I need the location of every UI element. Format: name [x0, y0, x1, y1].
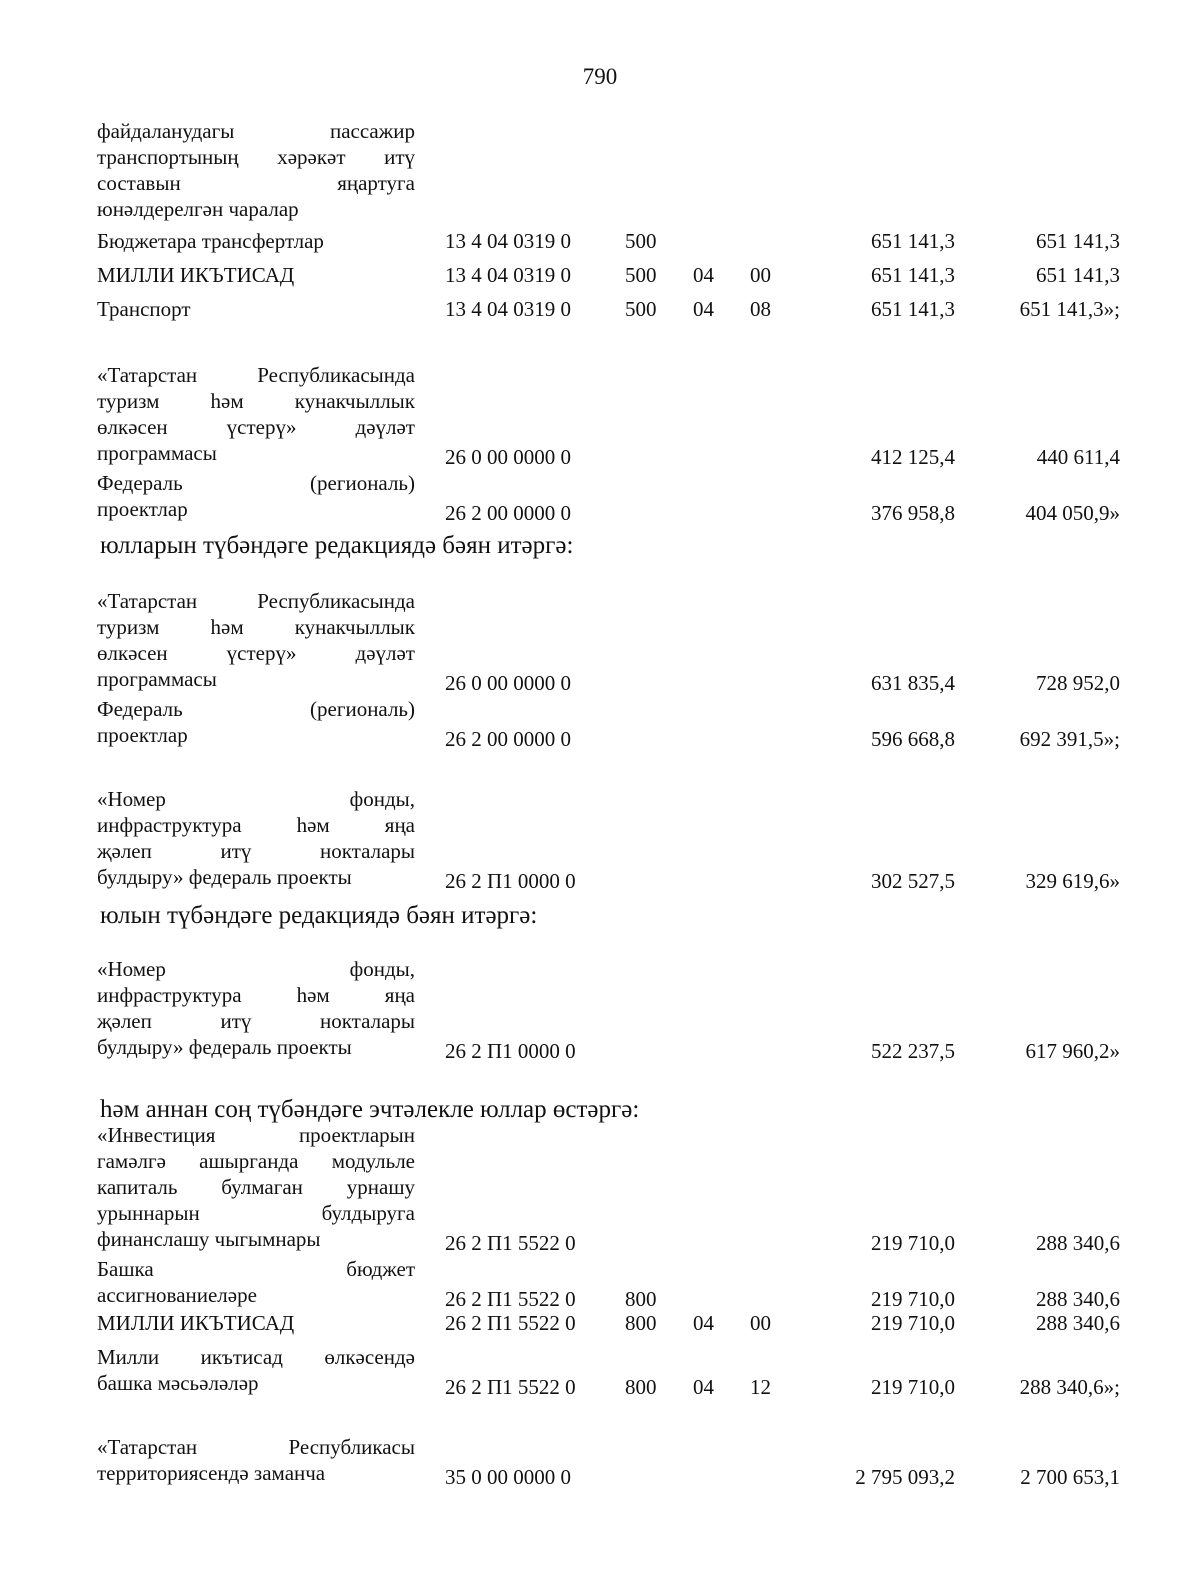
instruction-text: юлларын түбәндәге редакциядә бәян итәргә:: [100, 532, 574, 559]
row-description: [97, 1344, 415, 1396]
amount-year-1: 219 710,0: [871, 1231, 955, 1255]
amount-year-2: 651 141,3: [1036, 229, 1120, 253]
amount-year-1: 219 710,0: [871, 1287, 955, 1311]
row-description: [97, 696, 415, 748]
description-line: МИЛЛИ ИКЪТИСАД: [97, 263, 295, 287]
expense-type: 500: [625, 229, 657, 253]
description-line: территориясендә заманча: [97, 1461, 326, 1485]
instruction-text: һәм аннан соң түбәндәге эчтәлекле юллар өстәргә:: [100, 1096, 640, 1123]
amount-year-1: 302 527,5: [871, 869, 955, 893]
description-line: программасы: [97, 667, 217, 691]
target-code: 26 2 00 0000 0: [445, 501, 571, 525]
row-description: [97, 362, 415, 466]
description-line: ассигнованиеләре: [97, 1283, 257, 1307]
subsection: 00: [750, 263, 771, 287]
amount-year-2: 692 391,5»;: [1019, 727, 1120, 751]
row-description: [97, 118, 415, 222]
subsection: 00: [750, 1311, 771, 1335]
target-code: 26 0 00 0000 0: [445, 445, 571, 469]
description-line: «Номер фонды,: [97, 957, 415, 981]
description-line: Бюджетара трансфертлар: [97, 229, 324, 253]
description-line: финанслашу чыгымнары: [97, 1227, 321, 1251]
subsection: 08: [750, 297, 771, 321]
row-description: [97, 296, 415, 322]
description-line: юнәлдерелгән чаралар: [97, 197, 299, 221]
row-description: [97, 262, 415, 288]
description-line: Федераль (региональ): [97, 471, 415, 495]
row-description: [97, 1310, 415, 1336]
amount-year-2: 404 050,9»: [1025, 501, 1120, 525]
target-code: 26 2 П1 5522 0: [445, 1287, 576, 1311]
row-description: [97, 956, 415, 1060]
row-description: [97, 1122, 415, 1252]
target-code: 26 2 П1 5522 0: [445, 1375, 576, 1399]
expense-type: 500: [625, 263, 657, 287]
target-code: 26 0 00 0000 0: [445, 671, 571, 695]
amount-year-1: 376 958,8: [871, 501, 955, 525]
amount-year-2: 288 340,6: [1036, 1311, 1120, 1335]
instruction-text: юлын түбәндәге редакциядә бәян итәргә:: [100, 902, 538, 929]
description-line: «Татарстан Республикасы: [97, 1435, 415, 1459]
expense-type: 800: [625, 1311, 657, 1335]
target-code: 26 2 00 0000 0: [445, 727, 571, 751]
description-line: файдаланудагы пассажир: [97, 119, 415, 143]
target-code: 35 0 00 0000 0: [445, 1465, 571, 1489]
amount-year-1: 631 835,4: [871, 671, 955, 695]
amount-year-2: 651 141,3: [1036, 263, 1120, 287]
amount-year-2: 288 340,6»;: [1019, 1375, 1120, 1399]
description-line: Федераль (региональ): [97, 697, 415, 721]
section: 04: [693, 263, 714, 287]
row-description: [97, 470, 415, 522]
description-line: өлкәсен үстерү» дәүләт: [97, 641, 415, 665]
description-line: гамәлгә ашырганда модульле: [97, 1149, 415, 1173]
expense-type: 800: [625, 1287, 657, 1311]
expense-type: 500: [625, 297, 657, 321]
description-line: инфраструктура һәм яңа: [97, 983, 415, 1007]
amount-year-1: 2 795 093,2: [855, 1465, 955, 1489]
target-code: 26 2 П1 5522 0: [445, 1231, 576, 1255]
description-line: урыннарын булдыруга: [97, 1201, 415, 1225]
amount-year-2: 329 619,6»: [1025, 869, 1120, 893]
description-line: МИЛЛИ ИКЪТИСАД: [97, 1311, 295, 1335]
amount-year-1: 219 710,0: [871, 1311, 955, 1335]
section: 04: [693, 297, 714, 321]
section: 04: [693, 1311, 714, 1335]
target-code: 26 2 П1 5522 0: [445, 1311, 576, 1335]
target-code: 26 2 П1 0000 0: [445, 869, 576, 893]
description-line: туризм һәм кунакчыллык: [97, 389, 415, 413]
amount-year-2: 617 960,2»: [1025, 1039, 1120, 1063]
section: 04: [693, 1375, 714, 1399]
amount-year-1: 651 141,3: [871, 229, 955, 253]
amount-year-2: 288 340,6: [1036, 1287, 1120, 1311]
description-line: өлкәсен үстерү» дәүләт: [97, 415, 415, 439]
row-description: [97, 228, 415, 254]
amount-year-1: 651 141,3: [871, 263, 955, 287]
description-line: булдыру» федераль проекты: [97, 865, 352, 889]
description-line: җәлеп итү нокталары: [97, 839, 415, 863]
description-line: транспортының хәрәкәт итү: [97, 145, 415, 169]
amount-year-1: 651 141,3: [871, 297, 955, 321]
row-description: [97, 1256, 415, 1308]
amount-year-2: 728 952,0: [1036, 671, 1120, 695]
description-line: проектлар: [97, 497, 188, 521]
target-code: 26 2 П1 0000 0: [445, 1039, 576, 1063]
description-line: капиталь булмаган урнашу: [97, 1175, 415, 1199]
subsection: 12: [750, 1375, 771, 1399]
amount-year-1: 596 668,8: [871, 727, 955, 751]
description-line: проектлар: [97, 723, 188, 747]
description-line: туризм һәм кунакчыллык: [97, 615, 415, 639]
amount-year-2: 288 340,6: [1036, 1231, 1120, 1255]
target-code: 13 4 04 0319 0: [445, 263, 571, 287]
description-line: «Татарстан Республикасында: [97, 363, 415, 387]
target-code: 13 4 04 0319 0: [445, 297, 571, 321]
page-number: 790: [582, 64, 618, 89]
amount-year-1: 412 125,4: [871, 445, 955, 469]
row-description: [97, 588, 415, 692]
expense-type: 800: [625, 1375, 657, 1399]
amount-year-2: 2 700 653,1: [1020, 1465, 1120, 1489]
description-line: Транспорт: [97, 297, 191, 321]
description-line: булдыру» федераль проекты: [97, 1035, 352, 1059]
description-line: җәлеп итү нокталары: [97, 1009, 415, 1033]
description-line: «Номер фонды,: [97, 787, 415, 811]
amount-year-2: 440 611,4: [1036, 445, 1120, 469]
description-line: башка мәсьәләләр: [97, 1371, 259, 1395]
amount-year-1: 522 237,5: [871, 1039, 955, 1063]
description-line: «Инвестиция проектларын: [97, 1123, 415, 1147]
description-line: Милли икътисад өлкәсендә: [97, 1345, 415, 1369]
description-line: программасы: [97, 441, 217, 465]
description-line: Башка бюджет: [97, 1257, 415, 1281]
target-code: 13 4 04 0319 0: [445, 229, 571, 253]
amount-year-1: 219 710,0: [871, 1375, 955, 1399]
amount-year-2: 651 141,3»;: [1019, 297, 1120, 321]
description-line: составын яңартуга: [97, 171, 415, 195]
row-description: [97, 786, 415, 890]
description-line: «Татарстан Республикасында: [97, 589, 415, 613]
row-description: [97, 1434, 415, 1486]
description-line: инфраструктура һәм яңа: [97, 813, 415, 837]
